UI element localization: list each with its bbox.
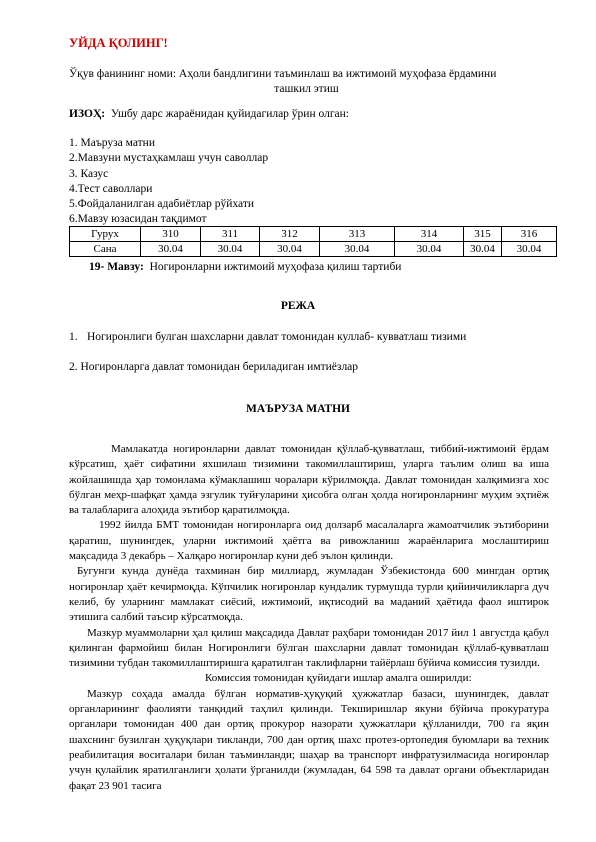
group-cell: 310 bbox=[141, 227, 201, 242]
list-item: 5.Фойдаланилган адабиётлар рўйхати bbox=[69, 198, 255, 211]
paragraph: Мазкур муаммоларни ҳал қилиш мақсадида Давлат раҳбари томонидан 2017 йил 1 августда қабул қилинган фармойиш билан Ногиронлиги бўлган шахсларни давлат томонидан қўллаб-қувватлаш тизимини тубдан такомиллаштиришга қаратилган таклифларни тайёрлаш бўйича комиссия тузилди. bbox=[69, 626, 549, 670]
plan-item-1-number: 1. bbox=[69, 331, 78, 343]
paragraph: Мазкур соҳада амалда бўлган норматив-ҳуқуқий ҳужжатлар базаси, шунингдек, давлат органларининг фаолияти танқидий таҳлил қилинди. Текширишлар якуни бўйича прокуратура органлари томонидан 400 дан ортиқ прокурор назорати ҳужжатлари қўлланилди, 700 га яқин шахснинг бузилган ҳуқуқлари тикланди, 700 дан ортиқ шахс протез-ортопедия буюмлари ва техник реабилитация воситалари билан таъминланди; шаҳар ва транспорт инфратузилмасида ногиронлар учун қулайлик яратилганлиги ҳолати ўрганилди (жумладан, 64 598 та давлат органи объектларидан фақат 23 901 тасига bbox=[69, 687, 549, 792]
plan-item-1 bbox=[69, 331, 466, 343]
plan-item-1-text: Ногиронлиги булган шахсларни давлат томонидан куллаб- кувватлаш тизими bbox=[87, 331, 467, 343]
schedule-table bbox=[69, 226, 557, 257]
group-cell: 316 bbox=[502, 227, 557, 242]
paragraph: Бугунги кунда дунёда тахминан бир миллиард, жумладан Ўзбекистонда 600 мингдан ортиқ ногиронлар ҳаёт кечирмоқда. Кўпчилик ногиронлар кундалик турмушда турли қийинчиликларга дуч келиб, бу уларнинг мамлакат сиёсий, ижтимоий, иқтисодий ва маданий ҳаётида фаол иштирок этишига салбий таъсир кўрсатмоқда. bbox=[69, 565, 549, 624]
lecture-body bbox=[69, 442, 549, 794]
list-item: 4.Тест саволлари bbox=[69, 182, 153, 195]
topic-line bbox=[89, 261, 401, 273]
subject-name bbox=[69, 67, 544, 97]
date-cell: 30.04 bbox=[502, 242, 557, 257]
group-cell: 312 bbox=[260, 227, 320, 242]
date-header: Сана bbox=[70, 242, 141, 257]
group-cell: 315 bbox=[464, 227, 502, 242]
date-cell: 30.04 bbox=[464, 242, 502, 257]
date-cell: 30.04 bbox=[141, 242, 201, 257]
note bbox=[69, 108, 349, 120]
date-cell: 30.04 bbox=[201, 242, 260, 257]
date-cell: 30.04 bbox=[260, 242, 320, 257]
plan-item-2: 2. Ногиронларга давлат томонидан бериладиган имтиёзлар bbox=[69, 361, 359, 373]
topic-text: Ногиронларни ижтимоий муҳофаза қилиш тартиби bbox=[149, 261, 402, 273]
list-item: 3. Казус bbox=[69, 167, 109, 180]
subject-line-1: Ўқув фанининг номи: Аҳоли бандлигини таъминлаш ва ижтимоий муҳофаза ёрдамини bbox=[69, 68, 497, 80]
lecture-title: МАЪРУЗА МАТНИ bbox=[246, 403, 350, 415]
list-item: 6.Мавзу юзасидан тақдимот bbox=[69, 213, 207, 226]
group-header: Гурух bbox=[70, 227, 141, 242]
subject-line-2: ташкил этиш bbox=[274, 83, 339, 95]
paragraph: 1992 йилда БМТ томонидан ногиронларга оид долзарб масалаларга жамоатчилик эътиборини қаратиш, шунингдек, уларни ижтимоий ҳаётга ва ривожланиш жараёнларига мослаштириш мақсадида 3 декабрь – Халқаро ногиронлар куни деб эълон қилинди. bbox=[69, 519, 549, 563]
note-label: ИЗОҲ: bbox=[69, 108, 106, 120]
group-cell: 314 bbox=[395, 227, 464, 242]
list-item: 2.Мавзуни мустаҳкамлаш учун саволлар bbox=[69, 152, 269, 165]
contents-list bbox=[69, 136, 268, 228]
date-cell: 30.04 bbox=[320, 242, 395, 257]
paragraph: Мамлакатда ногиронларни давлат томонидан қўллаб-қувватлаш, тиббий-ижтимоий ёрдам кўрсатиш, ҳаёт сифатини яхшилаш тизимини такомиллаштириш, уларга таълим олиш ва иша жойлашишда ҳар томонлама кўмаклашиш чоралари кўрилмоқда. Давлат томонидан халқимизга хос бўлган меҳр-шафқат ҳамда эзгулик туйғуларини ҳисобга олган ҳолда ногиронларнинг муҳим эҳтиёж ва талабларига алоҳида эътибор қаратилмоқда. bbox=[69, 443, 549, 517]
group-cell: 311 bbox=[201, 227, 260, 242]
note-text: Ушбу дарс жараёнидан қуйидагилар ўрин олган: bbox=[110, 108, 350, 120]
list-item: 1. Маъруза матни bbox=[69, 137, 155, 149]
group-cell: 313 bbox=[320, 227, 395, 242]
homework-title: УЙДА ҚОЛИНГ! bbox=[69, 36, 168, 50]
plan-title: РЕЖА bbox=[280, 300, 316, 312]
topic-label: 19- Мавзу: bbox=[89, 261, 144, 273]
date-cell: 30.04 bbox=[395, 242, 464, 257]
paragraph: Комиссия томонидан қуйидаги ишлар амалга оширилди: bbox=[205, 672, 472, 685]
table-row bbox=[70, 227, 557, 242]
table-row bbox=[70, 242, 557, 257]
